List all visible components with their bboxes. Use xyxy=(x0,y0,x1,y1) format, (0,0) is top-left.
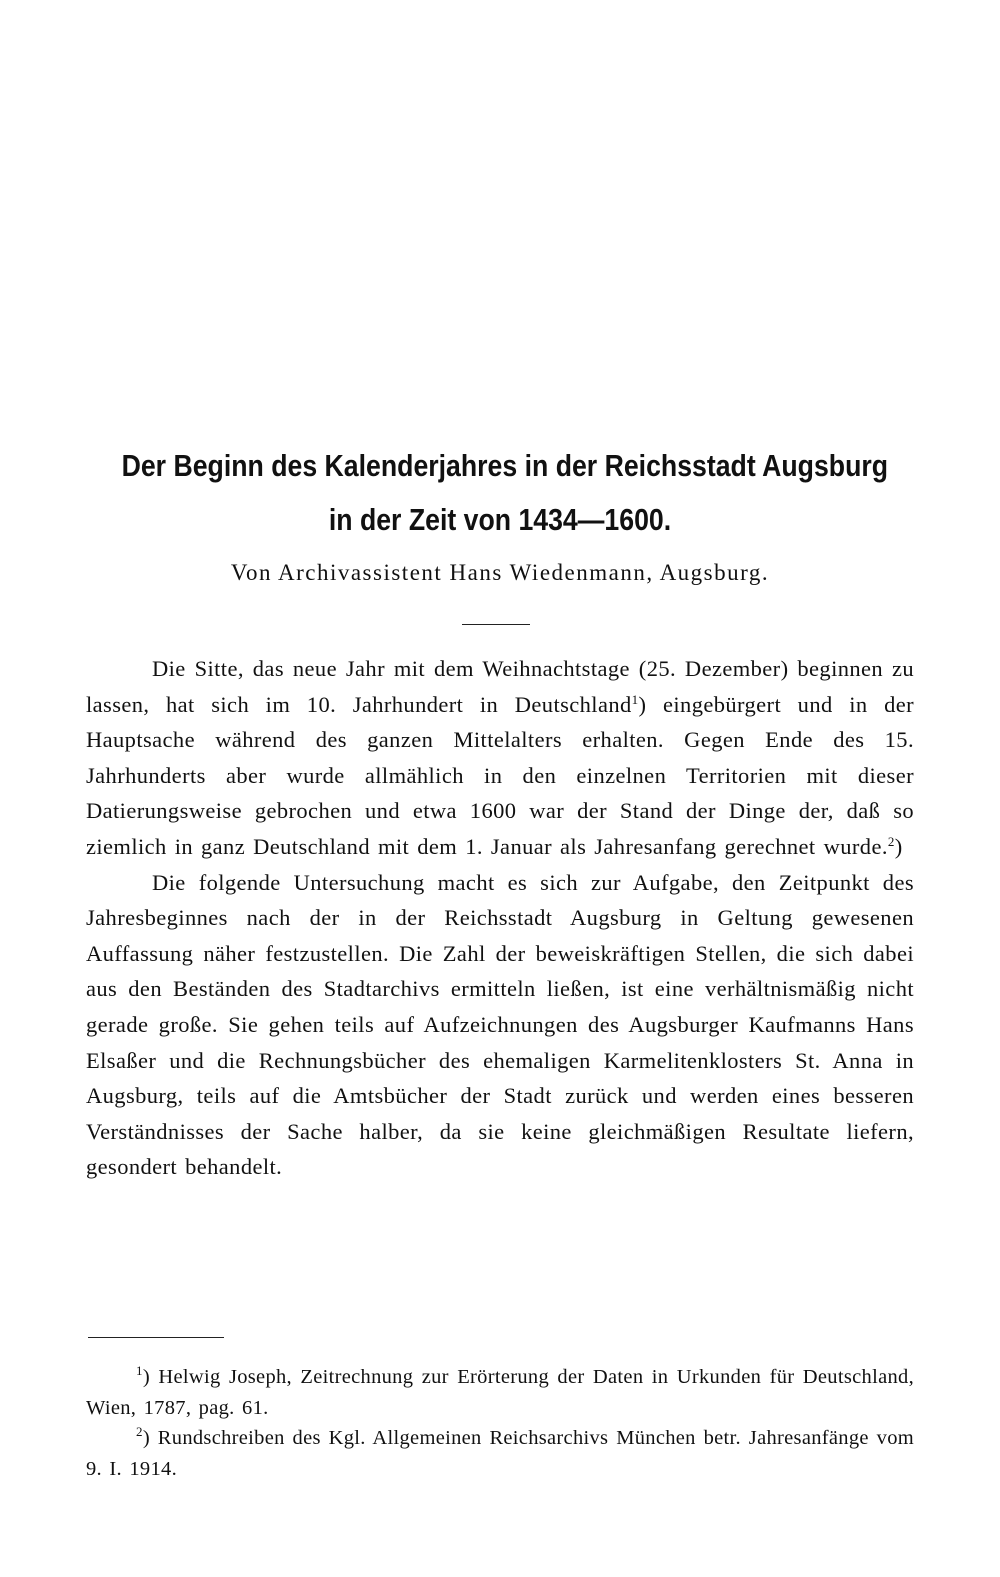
author-byline: Von Archivassistent Hans Wiedenmann, Augsburg. xyxy=(230,560,770,585)
article-title-line-2: in der Zeit von 1434—1600. xyxy=(328,502,672,537)
footnote-1-text: ) Helwig Joseph, Zeitrechnung zur Erörterung der Daten in Urkunden für Deutschland, Wien, 1787, pag. 61. xyxy=(86,1366,914,1419)
footnote-ref-2: 2 xyxy=(887,833,895,849)
paragraph-1-text-c: ) xyxy=(894,833,903,859)
footnote-1 xyxy=(86,1362,914,1423)
footnote-ref-1: 1 xyxy=(631,691,639,707)
paragraph-1-text-b: ) eingebürgert und in der Hauptsache während des ganzen Mittelalters erhalten. Gegen Ende des 15. Jahrhunderts aber wurde allmählich in den einzelnen Territorien mit dieser Datierungsweise gebrochen und etwa 1600 war der Stand der Dinge der, daß so ziemlich in ganz Deutschland mit dem 1. Januar als Jahresanfang gerechnet wurde. xyxy=(86,691,915,859)
footnote-1-marker: 1 xyxy=(136,1363,143,1378)
footnote-2-text: ) Rundschreiben des Kgl. Allgemeinen Reichsarchivs München betr. Jahresanfänge vom 9. I. 1914. xyxy=(86,1427,914,1480)
paragraph-1-text-a: Die Sitte, das neue Jahr mit dem Weihnachtstage (25. Dezember) beginnen zu lassen, hat sich im 10. Jahrhundert in Deutschland xyxy=(86,656,914,717)
footnotes xyxy=(86,1362,914,1484)
footnote-separator-rule xyxy=(88,1337,224,1338)
body-paragraph-1 xyxy=(86,651,914,865)
article-title-line-1: Der Beginn des Kalenderjahres in der Reichsstadt Augsburg xyxy=(121,448,889,483)
footnote-2-marker: 2 xyxy=(136,1424,143,1439)
title-separator-rule xyxy=(462,624,530,625)
footnote-2 xyxy=(86,1423,914,1484)
body-paragraph-2: Die folgende Untersuchung macht es sich zur Aufgabe, den Zeitpunkt des Jahresbeginnes nach der in der Reichsstadt Augsburg in Geltung gewesenen Auffassung näher festzustellen. Die Zahl der beweiskräftigen Stellen, die sich dabei aus den Beständen des Stadtarchivs ermitteln ließen, ist eine verhältnismäßig nicht gerade große. Sie gehen teils auf Aufzeichnungen des Augsburger Kaufmanns Hans Elsaßer und die Rechnungsbücher des ehemaligen Karmelitenklosters St. Anna in Augsburg, teils auf die Amtsbücher der Stadt zurück und werden eines besseren Verständnisses der Sache halber, da sie keine gleichmäßigen Resultate liefern, gesondert behandelt. xyxy=(86,869,914,1180)
article-body xyxy=(86,651,914,1185)
